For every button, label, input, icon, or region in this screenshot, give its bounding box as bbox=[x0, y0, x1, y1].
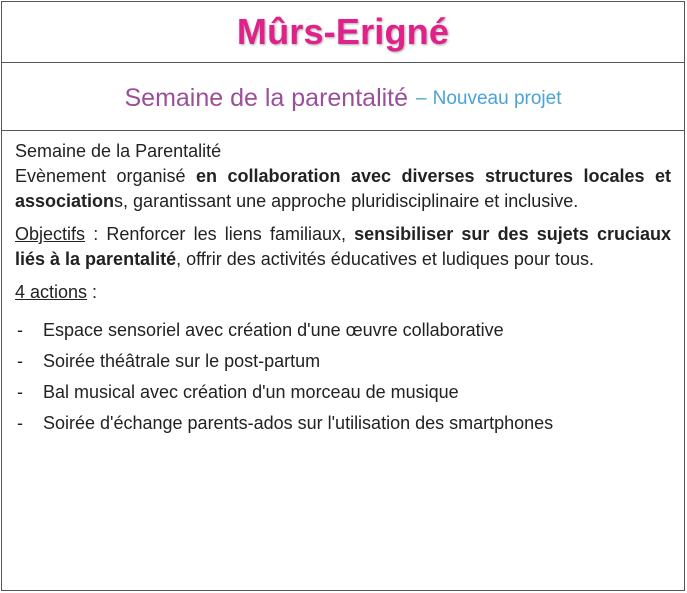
actions-label: 4 actions bbox=[15, 282, 88, 302]
event-text-bold: en collaboration avec diverses structures locales et association bbox=[15, 166, 671, 211]
event-text-post: s, garantissant une approche pluridisciplinaire et inclusive. bbox=[114, 191, 579, 211]
list-item-text: Soirée théâtrale sur le post-partum bbox=[43, 351, 321, 371]
content-section bbox=[2, 131, 684, 439]
section-heading: Semaine de la Parentalité bbox=[15, 141, 222, 161]
event-text-pre: Evènement organisé bbox=[15, 166, 197, 186]
actions-list bbox=[15, 315, 671, 439]
objectives-label: Objectifs bbox=[15, 224, 86, 244]
actions-heading bbox=[15, 280, 671, 305]
objectives-text-pre: : Renforcer les liens familiaux, bbox=[85, 224, 355, 244]
event-paragraph bbox=[15, 164, 671, 214]
list-item-text: Soirée d'échange parents-ados sur l'utilisation des smartphones bbox=[43, 413, 554, 433]
document-frame bbox=[1, 1, 685, 591]
subtitle: Semaine de la parentalité bbox=[124, 84, 409, 112]
objectives-paragraph bbox=[15, 222, 671, 272]
bullet-dash: - bbox=[17, 382, 23, 402]
list-item bbox=[15, 315, 671, 346]
bullet-dash: - bbox=[17, 351, 23, 371]
list-item bbox=[15, 377, 671, 408]
bullet-dash: - bbox=[17, 413, 23, 433]
title-row bbox=[2, 2, 684, 63]
objectives-text-bold: sensibiliser sur des sujets cruciaux liés à la parentalité bbox=[15, 224, 671, 269]
bullet-dash: - bbox=[17, 320, 23, 340]
subtitle-note: Nouveau projet bbox=[432, 87, 562, 109]
list-item-text: Bal musical avec création d'un morceau de musique bbox=[43, 382, 459, 402]
page-title: Mûrs-Erigné bbox=[236, 11, 450, 52]
objectives-text-post: , offrir des activités éducatives et ludiques pour tous. bbox=[176, 249, 594, 269]
subtitle-separator: – bbox=[416, 87, 427, 109]
subtitle-row bbox=[2, 63, 684, 131]
list-item bbox=[15, 408, 671, 439]
actions-suffix: : bbox=[87, 282, 98, 302]
list-item-text: Espace sensoriel avec création d'une œuvre collaborative bbox=[43, 320, 504, 340]
list-item bbox=[15, 346, 671, 377]
